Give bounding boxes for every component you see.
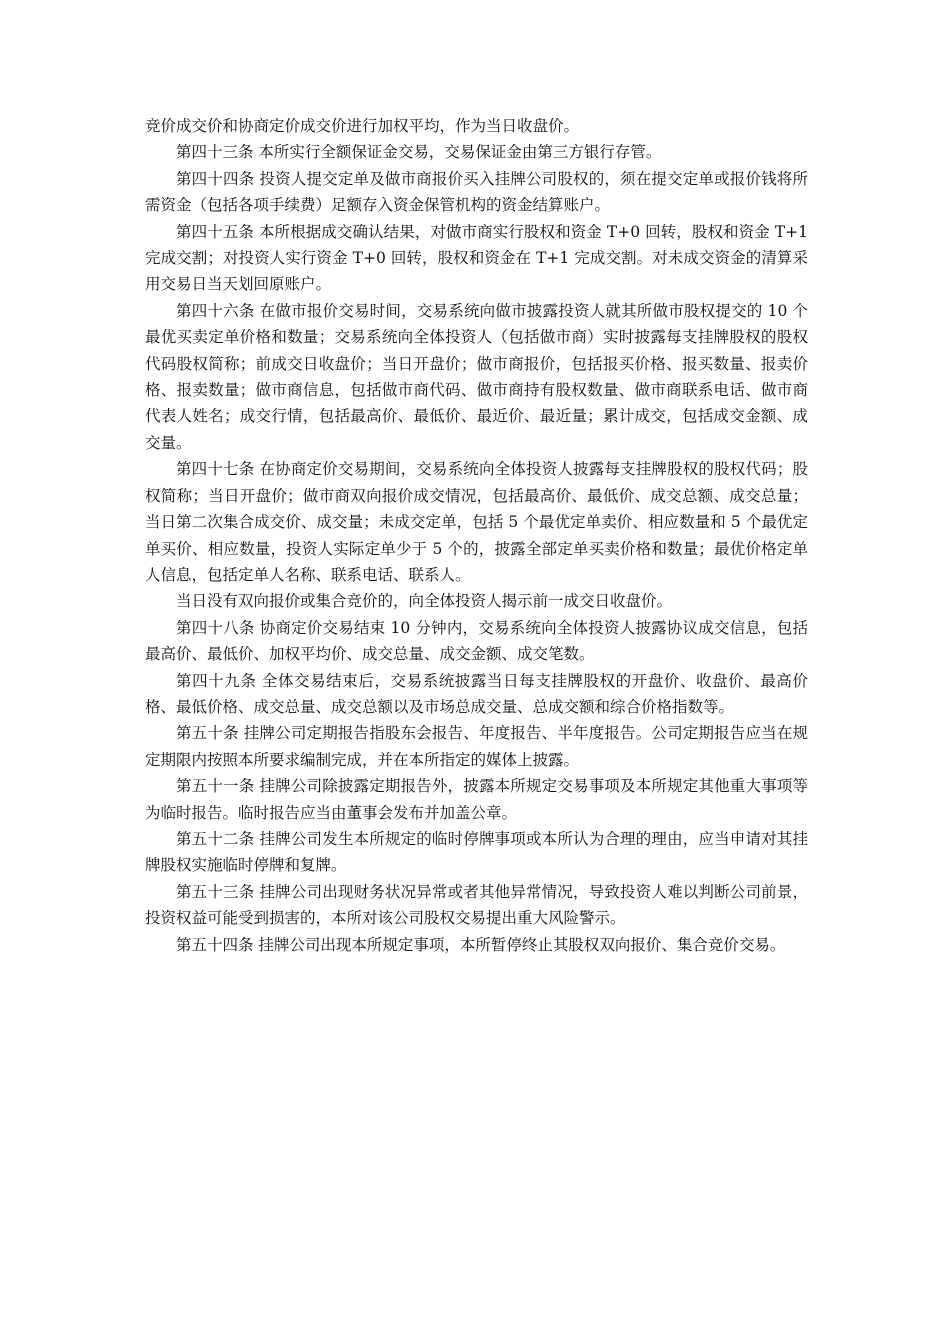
paragraph-article-54: 第五十四条 挂牌公司出现本所规定事项，本所暂停终止其股权双向报价、集合竞价交易。 bbox=[176, 935, 786, 954]
paragraph-article-49: 第四十九条 全体交易结束后，交易系统披露当日每支挂牌股权的开盘价、收盘价、最高价格、最低价格、成交总量、成交总额以及市场总成交量、总成交额和综合价格指数等。 bbox=[145, 671, 808, 716]
paragraph-article-46: 第四十六条 在做市报价交易时间，交易系统向做市披露投资人就其所做市股权提交的 10 个最优买卖定单价格和数量；交易系统向全体投资人（包括做市商）实时披露每支挂牌股权的股权代码股权简称；前成交日收盘价；当日开盘价；做市商报价，包括报买价格、报买数量、报卖价格、报卖数量；做市商信息，包括做市商代码、做市商持有股权数量、做市商联系电话、做市商代表人姓名；成交行情，包括最高价、最低价、最近价、最近量；累计成交，包括成交金额、成交量。 bbox=[145, 301, 808, 452]
paragraph-continuation: 竞价成交价和协商定价成交价进行加权平均，作为当日收盘价。 bbox=[145, 117, 580, 135]
paragraph-article-47-note: 当日没有双向报价或集合竞价的，向全体投资人揭示前一成交日收盘价。 bbox=[176, 592, 673, 611]
paragraph-article-48: 第四十八条 协商定价交易结束 10 分钟内，交易系统向全体投资人披露协议成交信息，包括最高价、最低价、加权平均价、成交总量、成交金额、成交笔数。 bbox=[145, 618, 808, 664]
paragraph-article-44: 第四十四条 投资人提交定单及做市商报价买入挂牌公司股权的，须在提交定单或报价钱将所需资金（包括各项手续费）足额存入资金保管机构的资金结算账户。 bbox=[145, 169, 808, 215]
paragraph-article-50: 第五十条 挂牌公司定期报告指股东会报告、年度报告、半年度报告。公司定期报告应当在规定期限内按照本所要求编制完成，并在本所指定的媒体上披露。 bbox=[145, 724, 808, 769]
paragraph-article-43: 第四十三条 本所实行全额保证金交易，交易保证金由第三方银行存管。 bbox=[176, 143, 662, 162]
paragraph-article-45: 第四十五条 本所根据成交确认结果，对做市商实行股权和资金 T+0 回转，股权和资金 T+1 完成交割；对投资人实行资金 T+0 回转，股权和资金在 T+1 完成交割。对未成交资金的清算采用交易日当天划回原账户。 bbox=[145, 222, 808, 294]
document-page bbox=[145, 113, 808, 958]
paragraph-article-51: 第五十一条 挂牌公司除披露定期报告外，披露本所规定交易事项及本所规定其他重大事项等为临时报告。临时报告应当由董事会发布并加盖公章。 bbox=[145, 777, 808, 822]
paragraph-article-52: 第五十二条 挂牌公司发生本所规定的临时停牌事项或本所认为合理的理由，应当申请对其挂牌股权实施临时停牌和复牌。 bbox=[145, 829, 808, 875]
paragraph-article-47: 第四十七条 在协商定价交易期间，交易系统向全体投资人披露每支挂牌股权的股权代码；股权简称；当日开盘价；做市商双向报价成交情况，包括最高价、最低价、成交总额、成交总量；当日第二次集合成交价、成交量；未成交定单，包括 5 个最优定单卖价、相应数量和 5 个最优定单买价、相应数量，投资人实际定单少于 5 个的，披露全部定单买卖价格和数量；最优价格定单人信息，包括定单人名称、联系电话、联系人。 bbox=[145, 460, 808, 584]
paragraph-article-53: 第五十三条 挂牌公司出现财务状况异常或者其他异常情况，导致投资人难以判断公司前景，投资权益可能受到损害的，本所对该公司股权交易提出重大风险警示。 bbox=[145, 882, 808, 928]
